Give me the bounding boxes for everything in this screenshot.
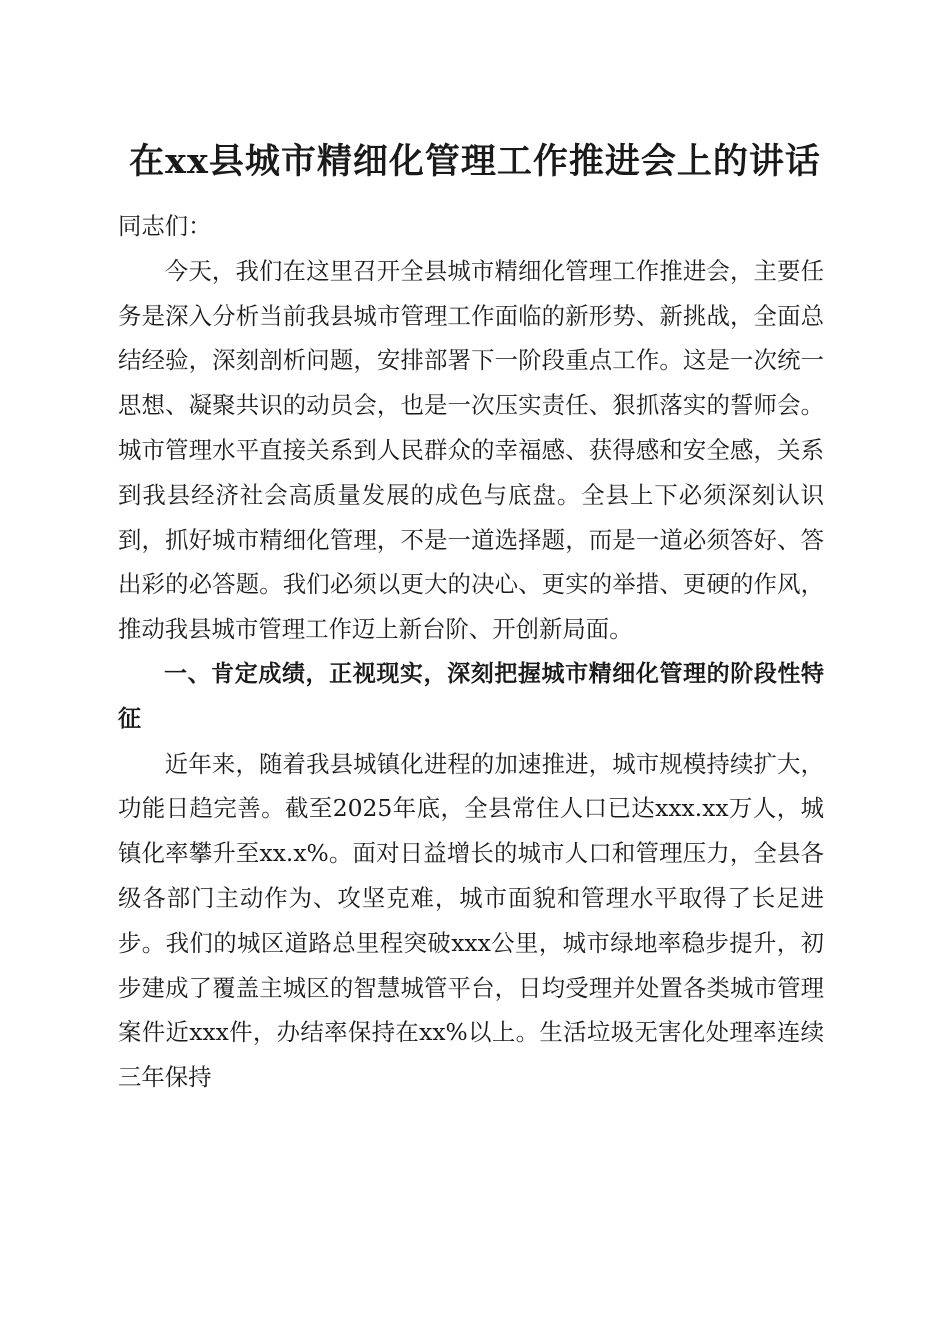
document-body	[118, 204, 824, 1100]
document-title: 在xx县城市精细化管理工作推进会上的讲话	[129, 141, 821, 182]
intro-paragraph: 今天，我们在这里召开全县城市精细化管理工作推进会，主要任务是深入分析当前我县城市管理工作面临的新形势、新挑战，全面总结经验，深刻剖析问题，安排部署下一阶段重点工作。这是一次统一思想、凝聚共识的动员会，也是一次压实责任、狠抓落实的誓师会。城市管理水平直接关系到人民群众的幸福感、获得感和安全感，关系到我县经济社会高质量发展的成色与底盘。全县上下必须深刻认识到，抓好城市精细化管理，不是一道选择题，而是一道必须答好、答出彩的必答题。我们必须以更大的决心、更实的举措、更硬的作风，推动我县城市管理工作迈上新台阶、开创新局面。	[118, 256, 824, 644]
section-heading: 一、肯定成绩，正视现实，深刻把握城市精细化管理的阶段性特征	[118, 660, 824, 732]
salutation: 同志们：	[118, 212, 212, 240]
section-paragraph: 近年来，随着我县城镇化进程的加速推进，城市规模持续扩大，功能日趋完善。截至2025年底，全县常住人口已达xxx.xx万人，城镇化率攀升至xx.x%。面对日益增长的城市人口和管理压力，全县各级各部门主动作为、攻坚克难，城市面貌和管理水平取得了长足进步。我们的城区道路总里程突破xxx公里，城市绿地率稳步提升，初步建成了覆盖主城区的智慧城管平台，日均受理并处置各类城市管理案件近xxx件，办结率保持在xx%以上。生活垃圾无害化处理率连续三年保持	[118, 749, 824, 1092]
